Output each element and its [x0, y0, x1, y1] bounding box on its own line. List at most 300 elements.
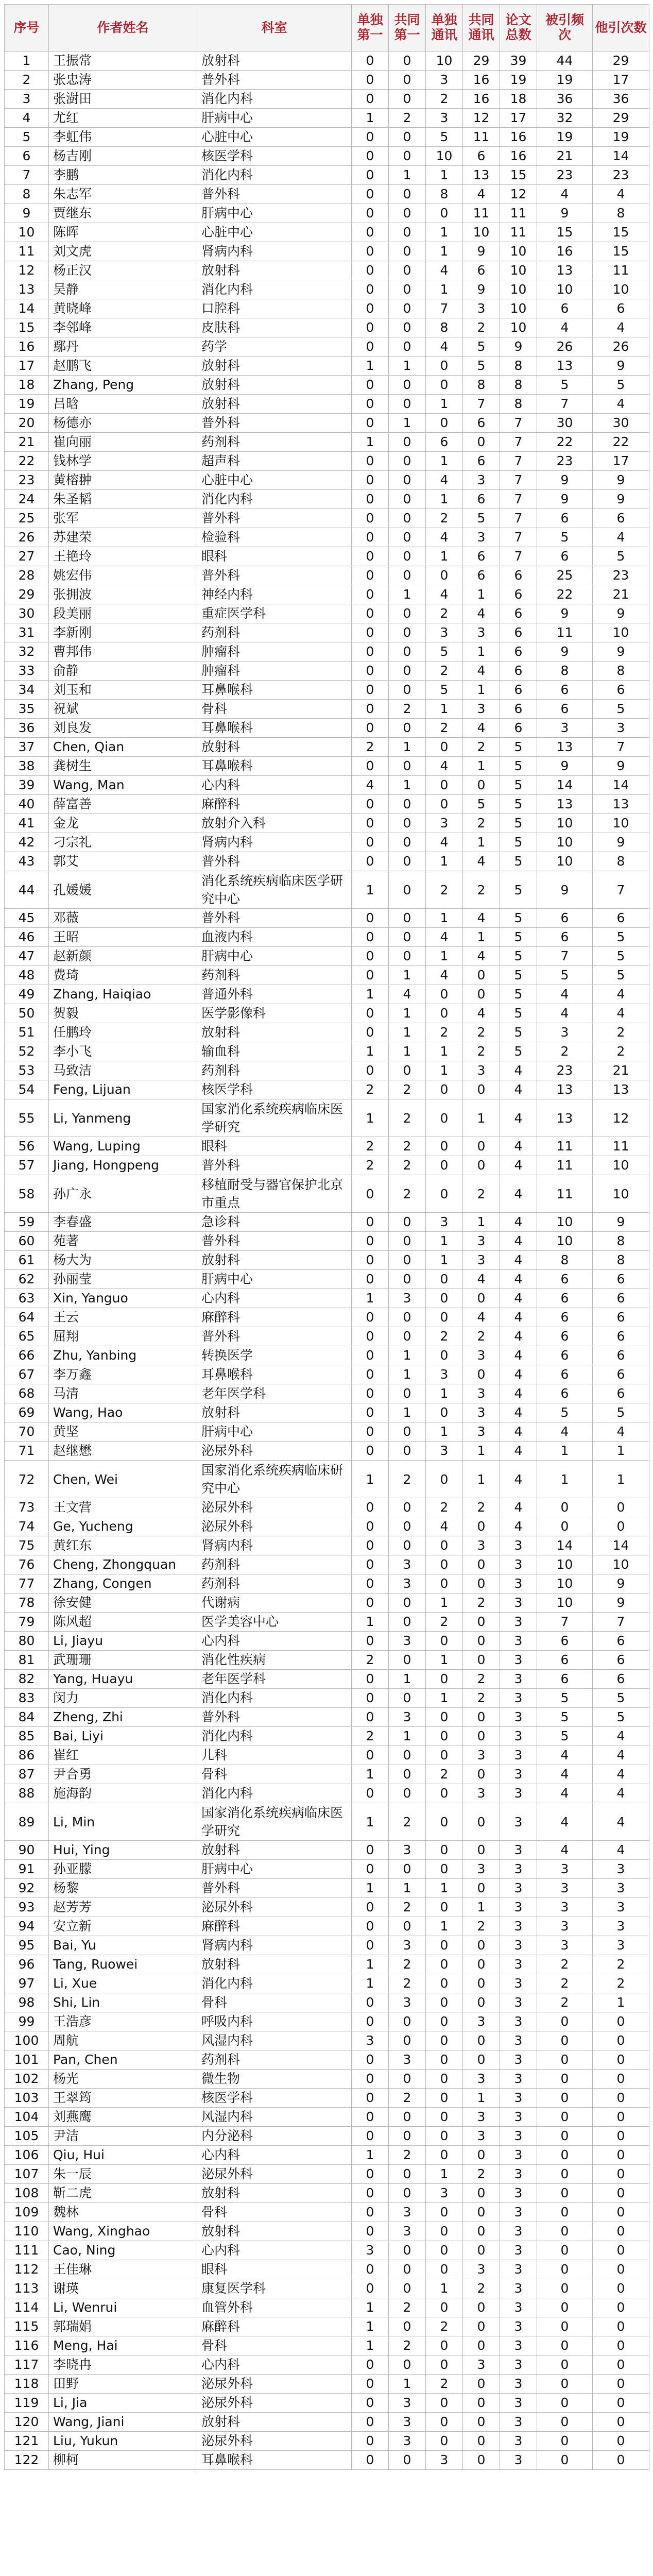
- citations-cell: 2: [537, 1955, 593, 1974]
- author-name-cell: Qiu, Hui: [49, 2146, 197, 2165]
- total-papers-cell: 3: [500, 1803, 537, 1841]
- author-name-cell: 屈翔: [49, 1327, 197, 1346]
- co-first-cell: 0: [389, 681, 426, 700]
- co-corresponding-cell: 5: [463, 795, 500, 814]
- row-index-cell: 85: [5, 1727, 49, 1746]
- department-cell: 心内科: [197, 776, 352, 795]
- table-row: [5, 147, 649, 166]
- sole-corresponding-cell: 0: [426, 1841, 463, 1860]
- row-index-cell: 8: [5, 185, 49, 204]
- total-papers-cell: 5: [500, 795, 537, 814]
- sole-corresponding-cell: 4: [426, 528, 463, 547]
- row-index-cell: 55: [5, 1099, 49, 1137]
- total-papers-cell: 3: [500, 1936, 537, 1955]
- sole-first-cell: 1: [352, 1042, 389, 1061]
- other-citations-cell: 10: [593, 280, 649, 299]
- row-index-cell: 7: [5, 166, 49, 185]
- sole-first-cell: 0: [352, 1746, 389, 1765]
- row-index-cell: 104: [5, 2108, 49, 2127]
- co-corresponding-cell: 0: [463, 2146, 500, 2165]
- other-citations-cell: 5: [593, 1708, 649, 1727]
- co-corresponding-cell: 0: [463, 1727, 500, 1746]
- total-papers-cell: 3: [500, 1879, 537, 1898]
- citations-cell: 11: [537, 1137, 593, 1156]
- total-papers-cell: 7: [500, 528, 537, 547]
- total-papers-cell: 3: [500, 1765, 537, 1784]
- sole-corresponding-cell: 10: [426, 147, 463, 166]
- row-index-cell: 30: [5, 604, 49, 623]
- co-first-cell: 0: [389, 337, 426, 357]
- author-name-cell: 朱一辰: [49, 2165, 197, 2184]
- row-index-cell: 89: [5, 1803, 49, 1841]
- co-corresponding-cell: 2: [463, 1594, 500, 1613]
- table-row: [5, 1289, 649, 1308]
- total-papers-cell: 3: [500, 1651, 537, 1670]
- department-cell: 普通外科: [197, 985, 352, 1004]
- total-papers-cell: 4: [500, 1232, 537, 1251]
- sole-first-cell: 0: [352, 1536, 389, 1555]
- row-index-cell: 17: [5, 357, 49, 376]
- author-name-cell: 刘文虎: [49, 242, 197, 261]
- co-corresponding-cell: 0: [463, 2375, 500, 2394]
- sole-corresponding-cell: 0: [426, 1346, 463, 1365]
- author-name-cell: Feng, Lijuan: [49, 1080, 197, 1099]
- co-first-cell: 0: [389, 833, 426, 852]
- row-index-cell: 29: [5, 585, 49, 604]
- co-corresponding-cell: 1: [463, 928, 500, 947]
- author-name-cell: Wang, Jiani: [49, 2413, 197, 2432]
- sole-first-cell: 0: [352, 1175, 389, 1213]
- co-first-cell: 0: [389, 1765, 426, 1784]
- department-cell: 眼科: [197, 547, 352, 566]
- total-papers-cell: 6: [500, 719, 537, 738]
- department-cell: 国家消化系统疾病临床研究中心: [197, 1461, 352, 1498]
- total-papers-cell: 5: [500, 985, 537, 1004]
- other-citations-cell: 0: [593, 2127, 649, 2146]
- citations-cell: 10: [537, 1232, 593, 1251]
- sole-corresponding-cell: 0: [426, 1632, 463, 1651]
- department-cell: 普外科: [197, 852, 352, 871]
- sole-first-cell: 0: [352, 1023, 389, 1042]
- citations-cell: 5: [537, 1403, 593, 1422]
- row-index-cell: 15: [5, 318, 49, 337]
- table-row: [5, 299, 649, 318]
- total-papers-cell: 4: [500, 1498, 537, 1517]
- department-cell: 放射介入科: [197, 814, 352, 833]
- department-cell: 普外科: [197, 909, 352, 928]
- author-name-cell: Zhang, Haiqiao: [49, 985, 197, 1004]
- sole-first-cell: 1: [352, 2317, 389, 2336]
- table-row: [5, 2146, 649, 2165]
- author-name-cell: Chen, Qian: [49, 738, 197, 757]
- table-row: [5, 509, 649, 528]
- department-cell: 泌尿外科: [197, 2432, 352, 2451]
- co-corresponding-cell: 1: [463, 833, 500, 852]
- row-index-cell: 57: [5, 1156, 49, 1175]
- department-cell: 急诊科: [197, 1213, 352, 1232]
- citations-cell: 6: [537, 1670, 593, 1689]
- department-cell: 泌尿外科: [197, 2165, 352, 2184]
- co-corresponding-cell: 0: [463, 1365, 500, 1384]
- table-row: [5, 1974, 649, 1993]
- table-row: [5, 2394, 649, 2413]
- co-corresponding-cell: 0: [463, 966, 500, 985]
- co-corresponding-cell: 0: [463, 2451, 500, 2470]
- sole-first-cell: 0: [352, 681, 389, 700]
- table-row: [5, 947, 649, 966]
- row-index-cell: 101: [5, 2050, 49, 2070]
- total-papers-cell: 10: [500, 318, 537, 337]
- total-papers-cell: 6: [500, 585, 537, 604]
- department-cell: 普外科: [197, 1879, 352, 1898]
- co-corresponding-cell: 1: [463, 1442, 500, 1461]
- row-index-cell: 48: [5, 966, 49, 985]
- total-papers-cell: 39: [500, 52, 537, 71]
- sole-first-cell: 0: [352, 1784, 389, 1803]
- row-index-cell: 75: [5, 1536, 49, 1555]
- other-citations-cell: 3: [593, 1860, 649, 1879]
- total-papers-cell: 3: [500, 2203, 537, 2222]
- co-corresponding-cell: 3: [463, 1746, 500, 1765]
- row-index-cell: 115: [5, 2317, 49, 2336]
- sole-first-cell: 0: [352, 700, 389, 719]
- sole-corresponding-cell: 3: [426, 1365, 463, 1384]
- citations-cell: 19: [537, 71, 593, 90]
- row-index-cell: 119: [5, 2394, 49, 2413]
- co-first-cell: 0: [389, 1251, 426, 1270]
- other-citations-cell: 3: [593, 1917, 649, 1936]
- sole-first-cell: 0: [352, 833, 389, 852]
- department-cell: 骨科: [197, 2203, 352, 2222]
- row-index-cell: 32: [5, 642, 49, 662]
- total-papers-cell: 6: [500, 700, 537, 719]
- department-cell: 输血科: [197, 1042, 352, 1061]
- author-name-cell: 薛富善: [49, 795, 197, 814]
- total-papers-cell: 4: [500, 1365, 537, 1384]
- co-corresponding-cell: 2: [463, 2165, 500, 2184]
- sole-first-cell: 0: [352, 2012, 389, 2031]
- co-corresponding-cell: 16: [463, 71, 500, 90]
- table-row: [5, 2012, 649, 2031]
- row-index-cell: 69: [5, 1403, 49, 1422]
- author-name-cell: Wang, Xinghao: [49, 2222, 197, 2241]
- department-cell: 放射科: [197, 52, 352, 71]
- author-name-cell: 李春盛: [49, 1213, 197, 1232]
- total-papers-cell: 3: [500, 2394, 537, 2413]
- sole-first-cell: 0: [352, 2279, 389, 2298]
- row-index-cell: 4: [5, 109, 49, 128]
- other-citations-cell: 10: [593, 814, 649, 833]
- author-name-cell: 朱志军: [49, 185, 197, 204]
- other-citations-cell: 4: [593, 395, 649, 414]
- row-index-cell: 42: [5, 833, 49, 852]
- table-row: [5, 1746, 649, 1765]
- other-citations-cell: 4: [593, 528, 649, 547]
- author-name-cell: 尹洁: [49, 2127, 197, 2146]
- citations-cell: 5: [537, 528, 593, 547]
- department-cell: 药剂科: [197, 1574, 352, 1594]
- sole-corresponding-cell: 0: [426, 2432, 463, 2451]
- co-corresponding-cell: 2: [463, 1689, 500, 1708]
- department-cell: 放射科: [197, 1251, 352, 1270]
- other-citations-cell: 0: [593, 2375, 649, 2394]
- other-citations-cell: 0: [593, 2031, 649, 2050]
- sole-corresponding-cell: 8: [426, 185, 463, 204]
- table-row: [5, 2203, 649, 2222]
- other-citations-cell: 14: [593, 776, 649, 795]
- total-papers-cell: 4: [500, 1156, 537, 1175]
- co-first-cell: 3: [389, 2413, 426, 2432]
- sole-first-cell: 3: [352, 2031, 389, 2050]
- co-first-cell: 0: [389, 604, 426, 623]
- co-first-cell: 2: [389, 1955, 426, 1974]
- other-citations-cell: 4: [593, 1746, 649, 1765]
- sole-first-cell: 0: [352, 52, 389, 71]
- sole-corresponding-cell: 0: [426, 2413, 463, 2432]
- other-citations-cell: 5: [593, 547, 649, 566]
- other-citations-cell: 4: [593, 1803, 649, 1841]
- co-first-cell: 0: [389, 471, 426, 490]
- department-cell: 普外科: [197, 509, 352, 528]
- table-row: [5, 1232, 649, 1251]
- department-cell: 放射科: [197, 376, 352, 395]
- co-corresponding-cell: 4: [463, 852, 500, 871]
- co-corresponding-cell: 0: [463, 1993, 500, 2012]
- citations-cell: 10: [537, 814, 593, 833]
- total-papers-cell: 3: [500, 2336, 537, 2355]
- other-citations-cell: 4: [593, 985, 649, 1004]
- department-cell: 皮肤科: [197, 318, 352, 337]
- co-first-cell: 3: [389, 2203, 426, 2222]
- sole-first-cell: 1: [352, 109, 389, 128]
- author-name-cell: 杨光: [49, 2070, 197, 2089]
- co-corresponding-cell: 0: [463, 2413, 500, 2432]
- sole-corresponding-cell: 0: [426, 1803, 463, 1841]
- total-papers-cell: 3: [500, 2012, 537, 2031]
- co-first-cell: 0: [389, 852, 426, 871]
- sole-corresponding-cell: 1: [426, 852, 463, 871]
- citations-cell: 22: [537, 433, 593, 452]
- author-name-cell: Cheng, Zhongquan: [49, 1555, 197, 1574]
- row-index-cell: 36: [5, 719, 49, 738]
- row-index-cell: 24: [5, 490, 49, 509]
- department-cell: 肝病中心: [197, 1860, 352, 1879]
- total-papers-cell: 4: [500, 1270, 537, 1289]
- co-corresponding-cell: 0: [463, 2050, 500, 2070]
- sole-first-cell: 0: [352, 2222, 389, 2241]
- co-first-cell: 0: [389, 947, 426, 966]
- sole-corresponding-cell: 0: [426, 1955, 463, 1974]
- author-name-cell: 李邻峰: [49, 318, 197, 337]
- co-first-cell: 0: [389, 2127, 426, 2146]
- department-cell: 肝病中心: [197, 204, 352, 223]
- sole-corresponding-cell: 1: [426, 1422, 463, 1442]
- citations-cell: 19: [537, 128, 593, 147]
- co-first-cell: 3: [389, 2222, 426, 2241]
- author-name-cell: 费琦: [49, 966, 197, 985]
- co-first-cell: 1: [389, 357, 426, 376]
- department-cell: 肝病中心: [197, 1422, 352, 1442]
- co-first-cell: 3: [389, 1993, 426, 2012]
- co-corresponding-cell: 0: [463, 776, 500, 795]
- sole-corresponding-cell: 0: [426, 1137, 463, 1156]
- author-name-cell: Meng, Hai: [49, 2336, 197, 2355]
- table-row: [5, 166, 649, 185]
- author-name-cell: 赵鹏飞: [49, 357, 197, 376]
- sole-first-cell: 0: [352, 719, 389, 738]
- co-corresponding-cell: 0: [463, 1080, 500, 1099]
- sole-first-cell: 0: [352, 71, 389, 90]
- co-first-cell: 2: [389, 2089, 426, 2108]
- total-papers-cell: 11: [500, 204, 537, 223]
- table-row: [5, 1727, 649, 1746]
- citations-cell: 6: [537, 928, 593, 947]
- total-papers-cell: 4: [500, 1384, 537, 1403]
- co-first-cell: 0: [389, 71, 426, 90]
- citations-cell: 10: [537, 1574, 593, 1594]
- row-index-cell: 94: [5, 1917, 49, 1936]
- other-citations-cell: 5: [593, 928, 649, 947]
- co-corresponding-cell: 0: [463, 433, 500, 452]
- co-corresponding-cell: 0: [463, 1632, 500, 1651]
- department-cell: 普外科: [197, 185, 352, 204]
- other-citations-cell: 8: [593, 204, 649, 223]
- co-first-cell: 0: [389, 147, 426, 166]
- sole-corresponding-cell: 0: [426, 795, 463, 814]
- row-index-cell: 100: [5, 2031, 49, 2050]
- department-cell: 消化内科: [197, 280, 352, 299]
- table-row: [5, 2222, 649, 2241]
- author-name-cell: 张忠涛: [49, 71, 197, 90]
- table-row: [5, 1308, 649, 1327]
- sole-first-cell: 0: [352, 509, 389, 528]
- row-index-cell: 71: [5, 1442, 49, 1461]
- table-row: [5, 852, 649, 871]
- sole-corresponding-cell: 1: [426, 452, 463, 471]
- sole-first-cell: 0: [352, 318, 389, 337]
- co-first-cell: 0: [389, 2317, 426, 2336]
- table-row: [5, 1365, 649, 1384]
- citations-cell: 36: [537, 90, 593, 109]
- citations-cell: 0: [537, 2070, 593, 2089]
- department-cell: 内分泌科: [197, 2127, 352, 2146]
- other-citations-cell: 0: [593, 2070, 649, 2089]
- other-citations-cell: 10: [593, 1555, 649, 1574]
- sole-corresponding-cell: 1: [426, 395, 463, 414]
- co-first-cell: 0: [389, 2031, 426, 2050]
- total-papers-cell: 3: [500, 1993, 537, 2012]
- department-cell: 泌尿外科: [197, 1517, 352, 1536]
- table-row: [5, 928, 649, 947]
- table-row: [5, 566, 649, 585]
- citations-cell: 6: [537, 1327, 593, 1346]
- sole-corresponding-cell: 3: [426, 71, 463, 90]
- row-index-cell: 120: [5, 2413, 49, 2432]
- other-citations-cell: 7: [593, 1613, 649, 1632]
- header-index: 序号: [5, 5, 49, 52]
- co-corresponding-cell: 4: [463, 185, 500, 204]
- department-cell: 肿瘤科: [197, 642, 352, 662]
- other-citations-cell: 8: [593, 852, 649, 871]
- other-citations-cell: 7: [593, 738, 649, 757]
- row-index-cell: 58: [5, 1175, 49, 1213]
- other-citations-cell: 0: [593, 1498, 649, 1517]
- row-index-cell: 1: [5, 52, 49, 71]
- citations-cell: 0: [537, 2413, 593, 2432]
- sole-corresponding-cell: 1: [426, 223, 463, 242]
- sole-corresponding-cell: 10: [426, 52, 463, 71]
- co-first-cell: 0: [389, 814, 426, 833]
- co-first-cell: 0: [389, 795, 426, 814]
- row-index-cell: 86: [5, 1746, 49, 1765]
- total-papers-cell: 5: [500, 928, 537, 947]
- co-first-cell: 1: [389, 585, 426, 604]
- co-first-cell: 2: [389, 1974, 426, 1993]
- table-row: [5, 1137, 649, 1156]
- department-cell: 消化内科: [197, 1727, 352, 1746]
- sole-first-cell: 0: [352, 1422, 389, 1442]
- author-name-cell: 赵新颜: [49, 947, 197, 966]
- department-cell: 老年医学科: [197, 1384, 352, 1403]
- citations-cell: 23: [537, 1061, 593, 1080]
- co-corresponding-cell: 4: [463, 604, 500, 623]
- co-corresponding-cell: 4: [463, 662, 500, 681]
- author-name-cell: 赵继懋: [49, 1442, 197, 1461]
- co-corresponding-cell: 0: [463, 1974, 500, 1993]
- other-citations-cell: 0: [593, 2012, 649, 2031]
- other-citations-cell: 0: [593, 2050, 649, 2070]
- author-name-cell: 任鹏玲: [49, 1023, 197, 1042]
- co-corresponding-cell: 13: [463, 166, 500, 185]
- co-first-cell: 0: [389, 1536, 426, 1555]
- co-corresponding-cell: 2: [463, 1670, 500, 1689]
- sole-corresponding-cell: 0: [426, 1746, 463, 1765]
- author-name-cell: 李虹伟: [49, 128, 197, 147]
- co-corresponding-cell: 0: [463, 1156, 500, 1175]
- row-index-cell: 14: [5, 299, 49, 318]
- row-index-cell: 19: [5, 395, 49, 414]
- author-name-cell: Tang, Ruowei: [49, 1955, 197, 1974]
- department-cell: 普外科: [197, 1708, 352, 1727]
- citations-cell: 5: [537, 376, 593, 395]
- other-citations-cell: 3: [593, 1879, 649, 1898]
- author-name-cell: 黄坚: [49, 1422, 197, 1442]
- co-first-cell: 0: [389, 1746, 426, 1765]
- row-index-cell: 91: [5, 1860, 49, 1879]
- other-citations-cell: 3: [593, 719, 649, 738]
- author-name-cell: 杨大为: [49, 1251, 197, 1270]
- table-row: [5, 1099, 649, 1137]
- co-first-cell: 2: [389, 1461, 426, 1498]
- sole-corresponding-cell: 0: [426, 1175, 463, 1213]
- author-name-cell: Jiang, Hongpeng: [49, 1156, 197, 1175]
- department-cell: 药剂科: [197, 623, 352, 642]
- table-row: [5, 185, 649, 204]
- table-row: [5, 795, 649, 814]
- co-corresponding-cell: 0: [463, 2203, 500, 2222]
- total-papers-cell: 3: [500, 2241, 537, 2260]
- total-papers-cell: 6: [500, 566, 537, 585]
- sole-corresponding-cell: 1: [426, 490, 463, 509]
- sole-first-cell: 0: [352, 604, 389, 623]
- other-citations-cell: 5: [593, 966, 649, 985]
- sole-first-cell: 1: [352, 2146, 389, 2165]
- author-name-cell: 杨吉刚: [49, 147, 197, 166]
- row-index-cell: 41: [5, 814, 49, 833]
- total-papers-cell: 7: [500, 509, 537, 528]
- total-papers-cell: 3: [500, 1555, 537, 1574]
- total-papers-cell: 3: [500, 1727, 537, 1746]
